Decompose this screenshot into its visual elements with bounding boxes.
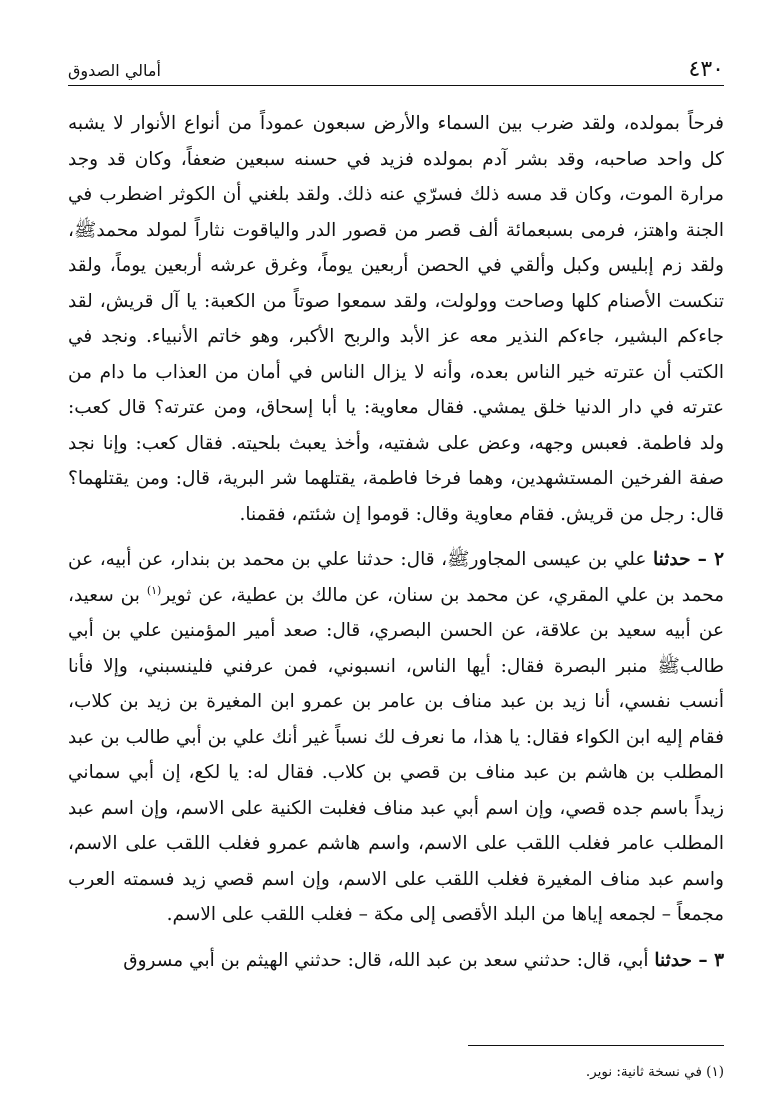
paragraph-2-text: علي بن عيسى المجاورﷺ، قال: حدثنا علي بن محمد بن بندار، عن أبيه، عن محمد بن علي المقري، عن محمد بن سنان، عن مالك بن عطية، عن ثوير <box>68 549 724 606</box>
paragraph-2 <box>68 542 724 933</box>
paragraph-2-text-continued: بن سعيد، عن أبيه سعيد بن علاقة، عن الحسن البصري، قال: صعد أمير المؤمنين علي بن أبي طالبﷺ منبر البصرة فقال: أيها الناس، انسبوني، فمن عرفني فلينسبني، وإلا فأنا أنسب نفسي، أنا زيد بن عبد مناف بن عامر بن عمرو ابن المغيرة بن زيد بن كلاب، فقام إليه ابن الكواء فقال: يا هذا، ما نعرف لك نسباً غير أنك علي بن أبي طالب بن عبد المطلب بن هاشم بن عبد مناف بن قصي بن كلاب. فقال له: يا لكع، إن أبي سماني زيداً باسم جده قصي، وإن اسم أبي عبد مناف فغلبت الكنية على الاسم، وإن اسم عبد المطلب عامر فغلب اللقب على الاسم، واسم هاشم عمرو فغلب اللقب على الاسم، واسم عبد مناف المغيرة فغلب اللقب على الاسم، وإن اسم قصي زيد فسمته العرب مجمعاً – لجمعه إياها من البلد الأقصى إلى مكة – فغلب اللقب على الاسم. <box>68 584 724 925</box>
hadith-3-lead: ٣ – حدثنا <box>654 949 724 971</box>
footnote: (١) في نسخة ثانية: نوير. <box>585 1064 724 1080</box>
footnote-rule <box>468 1045 724 1046</box>
hadith-2-lead: ٢ – حدثنا <box>653 549 724 570</box>
paragraph-1 <box>68 106 724 532</box>
footnote-marker: (١) <box>146 583 162 597</box>
paragraph-1-text: فرحاً بمولده، ولقد ضرب بين السماء والأرض سبعون عموداً من أنواع الأنوار لا يشبه كل واحد صاحبه، وقد بشر آدم بمولده فزيد في حسنه سبعين ضعفاً، وكان قد وجد مرارة الموت، وكان قد مسه ذلك فسرّي عنه ذلك. ولقد بلغني أن الكوثر اضطرب في الجنة واهتز، فرمى بسبعمائة ألف قصر من قصور الدر والياقوت نثاراً لمولد محمدﷺ، ولقد زم إبليس وكبل وألقي في الحصن أربعين يوماً، وغرق عرشه أربعين يوماً، ولقد تنكست الأصنام كلها وصاحت وولولت، ولقد سمعوا صوتاً من الكعبة: يا آل قريش، لقد جاءكم البشير، جاءكم النذير معه عز الأبد والربح الأكبر، وهو خاتم الأنبياء. ونجد في الكتب أن عترته خير الناس بعده، وأنه لا يزال الناس في أمان من العذاب ما دام من عترته في دار الدنيا خلق يمشي. فقال معاوية: يا أبا إسحاق، ومن عترته؟ قال كعب: ولد فاطمة. فعبس وجهه، وعض على شفتيه، وأخذ يعبث بلحيته. فقال كعب: وإنا نجد صفة الفرخين المستشهدين، وهما فرخا فاطمة، يقتلهما شر البرية، قال: ومن يقتلهما؟ قال: رجل من قريش. فقام معاوية وقال: قوموا إن شئتم، فقمنا. <box>68 113 724 525</box>
running-title: أمالي الصدوق <box>68 61 161 80</box>
body-text <box>68 106 724 978</box>
paragraph-3-text: أبي، قال: حدثني سعد بن عبد الله، قال: حدثني الهيثم بن أبي مسروق <box>123 949 649 971</box>
paragraph-3 <box>68 943 724 979</box>
header-rule <box>68 85 724 86</box>
page-number: ٤٣٠ <box>688 57 724 82</box>
page-header <box>68 52 724 82</box>
